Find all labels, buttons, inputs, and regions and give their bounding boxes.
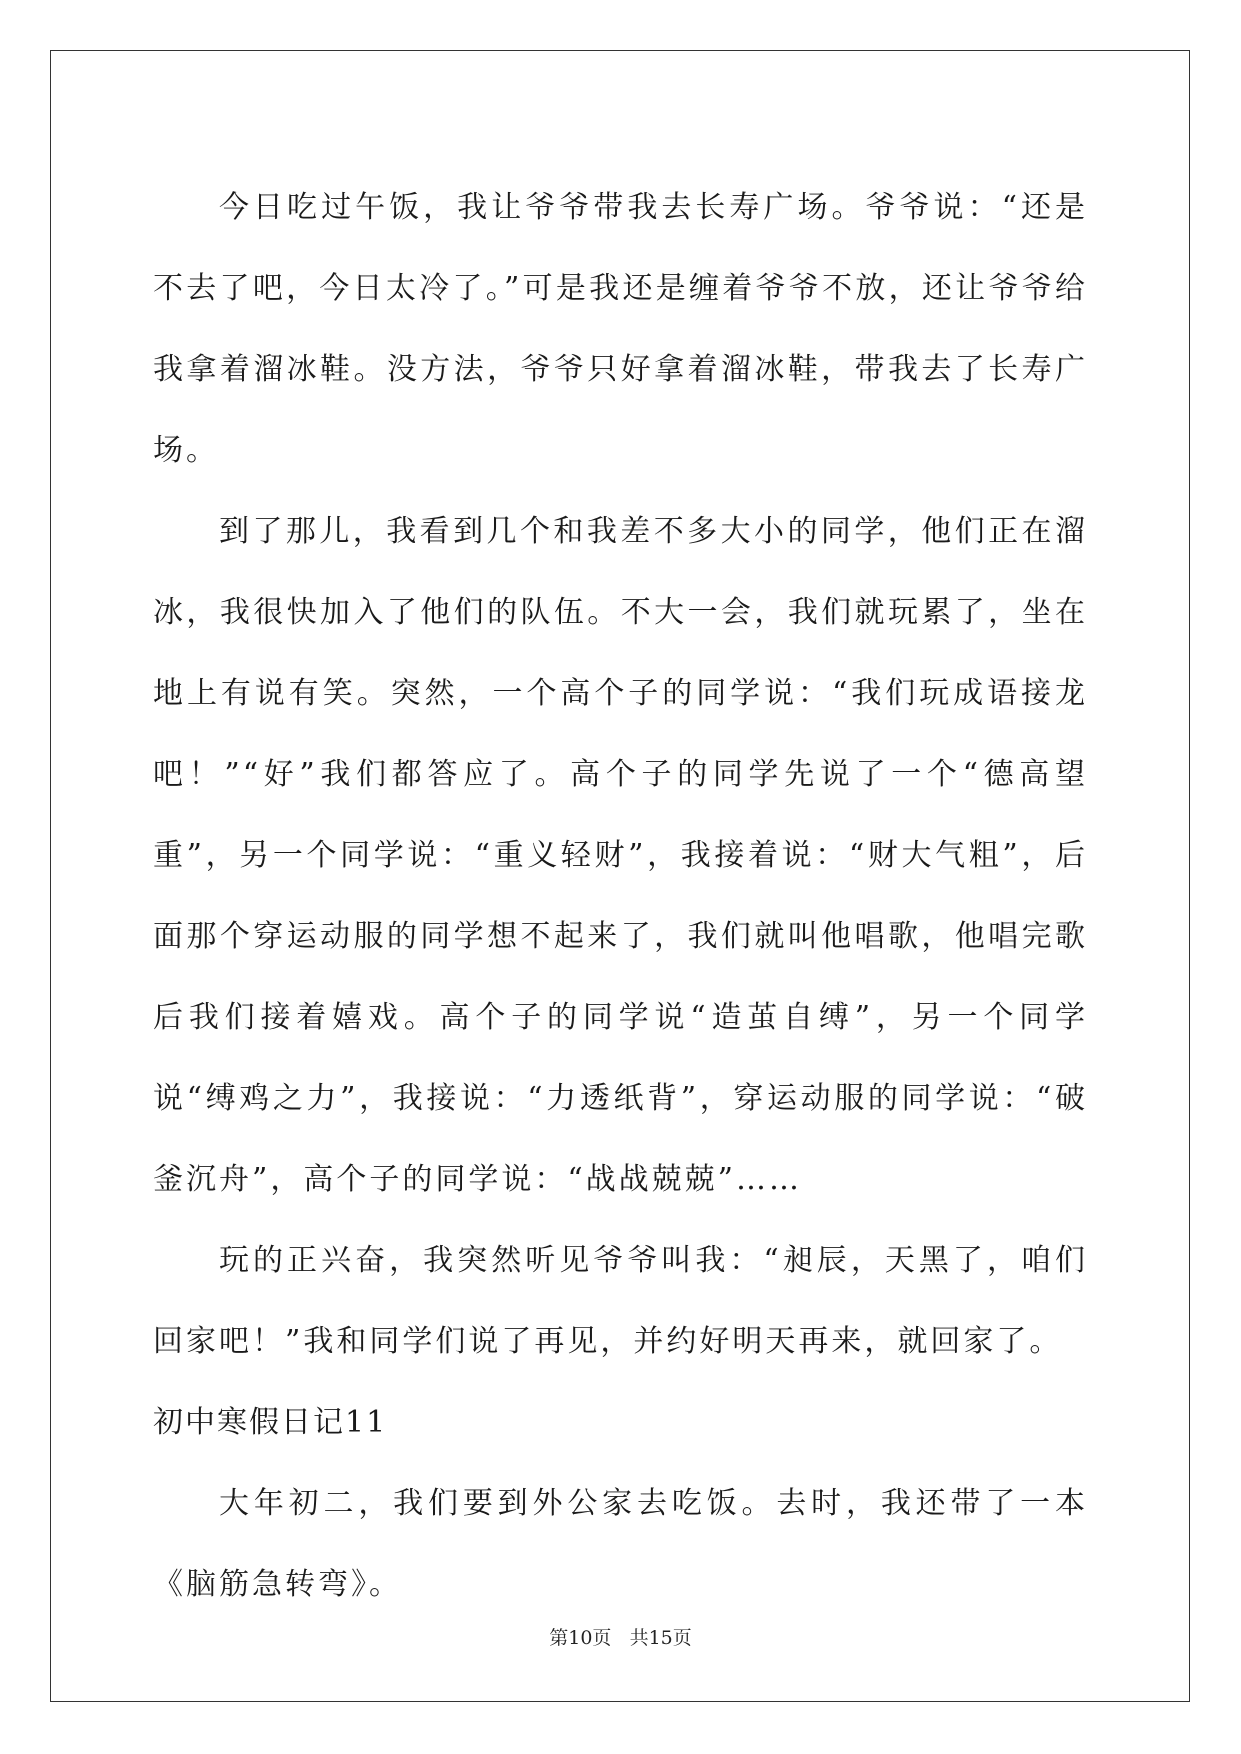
page-number: 第10页 (549, 1627, 612, 1649)
page-footer (0, 1623, 1241, 1650)
paragraph-4: 大年初二，我们要到外公家去吃饭。去时，我还带了一本《脑筋急转弯》。 (153, 1486, 1088, 1602)
page-total: 共15页 (629, 1627, 692, 1649)
section-heading: 初中寒假日记11 (153, 1405, 388, 1440)
document-body (153, 167, 1088, 1625)
paragraph-1: 今日吃过午饭，我让爷爷带我去长寿广场。爷爷说：“还是不去了吧，今日太冷了。”可是我还是缠着爷爷不放，还让爷爷给我拿着溜冰鞋。没方法，爷爷只好拿着溜冰鞋，带我去了长寿广场。 (153, 190, 1088, 468)
paragraph-2: 到了那儿，我看到几个和我差不多大小的同学，他们正在溜冰，我很快加入了他们的队伍。不大一会，我们就玩累了，坐在地上有说有笑。突然，一个高个子的同学说：“我们玩成语接龙吧！”“好”我们都答应了。高个子的同学先说了一个“德高望重”，另一个同学说：“重义轻财”，我接着说：“财大气粗”，后面那个穿运动服的同学想不起来了，我们就叫他唱歌，他唱完歌后我们接着嬉戏。高个子的同学说“造茧自缚”，另一个同学说“缚鸡之力”，我接说：“力透纸背”，穿运动服的同学说：“破釜沉舟”，高个子的同学说：“战战兢兢”…… (153, 514, 1088, 1197)
paragraph-3: 玩的正兴奋，我突然听见爷爷叫我：“昶辰，天黑了，咱们回家吧！”我和同学们说了再见，并约好明天再来，就回家了。 (153, 1243, 1088, 1359)
